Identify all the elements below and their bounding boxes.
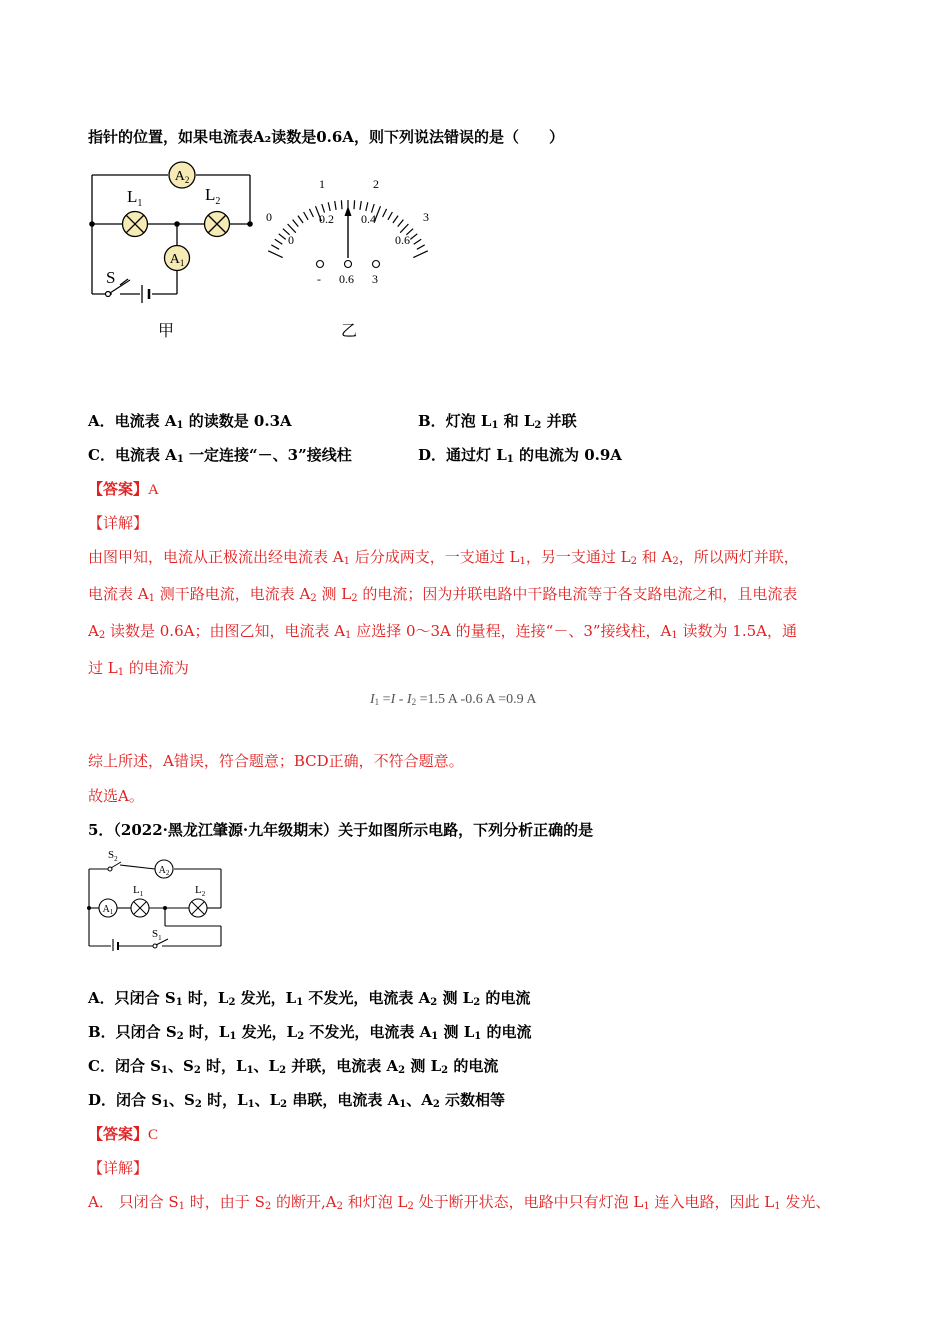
dial-tick (341, 200, 342, 209)
dial-tick (268, 251, 283, 258)
ammeter-a2-label: $A_2$ (174, 169, 190, 185)
s2-label: $S_2$ (108, 849, 118, 863)
q5-option-a: A．只闭合 $S_1$ 时，$L_2$ 发光，$L_1$ 不发光，电流表 $A_2$ 测 $L_2$ 的电流 (88, 989, 531, 1008)
q5-option-b: B．只闭合 $S_2$ 时，$L_1$ 发光，$L_2$ 不发光，电流表 $A_1$ 测 $L_1$ 的电流 (88, 1023, 532, 1042)
fig-jia-caption: 甲 (158, 321, 175, 340)
dial-tick (388, 212, 393, 220)
q5-detail-tag: 【详解】 (88, 1159, 149, 1177)
q4-stem: 指针的位置，如果电流表A₂读数是0.6A，则下列说法错误的是（ ） (88, 128, 564, 146)
dial-tick (328, 202, 330, 211)
dial-bot-0.4: 0.4 (361, 212, 376, 226)
q4-circuit-diagram-jia (80, 158, 270, 343)
q4-formula: $I_1 =I - I_2 =1.5$ A -0.6 A =0.9 A (370, 692, 537, 707)
q4-explanation-3: $A_2$ 读数是 0.6A；由图乙知，电流表 $A_1$ 应选择 0～3A 的量程，连接“－、3”接线柱，$A_1$ 读数为 1.5A，通 (88, 622, 797, 641)
svg-text:A1: $A_1$ (102, 904, 114, 916)
answer-tag: 【答案】 (88, 480, 149, 498)
dial-top-3: 3 (423, 210, 429, 224)
switch-contact (106, 292, 111, 297)
dial-tick (335, 201, 336, 210)
q4-option-c: C．电流表 $A_1$ 一定连接“－、3”接线柱 (88, 446, 352, 465)
terminal-0.6-label: 0.6 (339, 272, 354, 286)
q4-answer-line (88, 479, 159, 500)
q5-stem: 5．（2022·黑龙江肇源·九年级期末）关于如图所示电路，下列分析正确的是 (88, 821, 594, 839)
answer-tag: 【答案】 (88, 1125, 149, 1143)
terminal-minus-label: - (317, 272, 321, 286)
terminal-3-label: 3 (372, 272, 378, 286)
dial-tick (417, 245, 425, 249)
dial-tick (279, 234, 286, 240)
dial-tick (354, 200, 355, 209)
q4-conclusion: 故选A。 (88, 787, 144, 805)
q5-option-d: D．闭合 $S_1$、$S_2$ 时，$L_1$、$L_2$ 串联，电流表 $A_1$、$A_2$ 示数相等 (88, 1091, 506, 1110)
q5-answer: C (148, 1127, 159, 1143)
dial-pointer-tip (345, 206, 352, 216)
dial-tick (410, 234, 417, 240)
dial-tick (298, 216, 303, 223)
q5-option-c: C．闭合 $S_1$、$S_2$ 时，$L_1$、$L_2$ 并联，电流表 $A_2$ 测 $L_2$ 的电流 (88, 1057, 499, 1076)
dial-tick (366, 202, 368, 211)
dial-tick (413, 251, 428, 258)
s1-label: $S_1$ (152, 928, 162, 942)
switch-s-label: S (106, 268, 116, 287)
terminal-3 (373, 261, 380, 268)
ammeter-a1-label: $A_1$ (169, 252, 185, 268)
q4-option-a: A．电流表 $A_1$ 的读数是 0.3A (88, 412, 292, 431)
dial-bot-0: 0 (288, 233, 294, 247)
dial-top-2: 2 (373, 177, 379, 191)
dial-tick (414, 239, 422, 244)
svg-text:A2: $A_2$ (158, 865, 170, 877)
dial-bot-0.6: 0.6 (395, 233, 410, 247)
dial-bot-0.2: 0.2 (319, 212, 334, 226)
q5-circuit-diagram (82, 846, 232, 951)
q5-answer-line (88, 1124, 158, 1145)
q4-summary: 综上所述，A错误，符合题意；BCD正确，不符合题意。 (88, 752, 464, 770)
dial-top-0: 0 (266, 210, 272, 224)
svg-text:L2: $L_2$ (195, 884, 206, 898)
terminal-0.6 (345, 261, 352, 268)
lamp-l1-label: $L_1$ (127, 187, 143, 209)
dial-tick (309, 209, 313, 217)
dial-top-1: 1 (319, 177, 325, 191)
dial-tick (383, 209, 387, 217)
dial-tick (293, 220, 299, 227)
svg-text:L1: $L_1$ (133, 884, 144, 898)
q4-explanation-4: 过 $L_1$ 的电流为 (88, 659, 189, 678)
dial-tick (304, 212, 309, 220)
q4-option-d: D．通过灯 $L_1$ 的电流为 0.9A (418, 446, 622, 465)
dial-tick (400, 224, 408, 233)
dial-tick (398, 220, 404, 227)
q4-detail-tag: 【详解】 (88, 514, 149, 532)
lamp-l2-label: $L_2$ (205, 185, 221, 207)
q4-ammeter-dial-yi (260, 170, 440, 295)
q4-explanation-2: 电流表 $A_1$ 测干路电流，电流表 $A_2$ 测 $L_2$ 的电流；因为并联电路中干路电流等于各支路电流之和，且电流表 (88, 585, 798, 604)
dial-tick (393, 216, 398, 223)
q4-explanation-1: 由图甲知，电流从正极流出经电流表 $A_1$ 后分成两支，一支通过 $L_1$，另一支通过 $L_2$ 和 $A_2$，所以两灯并联， (88, 548, 799, 567)
dial-tick (271, 245, 279, 249)
dial-tick (288, 224, 296, 233)
fig-yi-caption: 乙 (341, 321, 358, 340)
terminal-minus (317, 261, 324, 268)
q4-answer: A (148, 482, 159, 498)
q4-option-b: B．灯泡 $L_1$ 和 $L_2$ 并联 (418, 412, 577, 431)
dial-tick (275, 239, 283, 244)
dial-tick (360, 201, 361, 210)
q5-explanation-start: A． 只闭合 $S_1$ 时，由于 $S_2$ 的断开$,A_2$ 和灯泡 $L_2$ 处于断开状态，电路中只有灯泡 $L_1$ 连入电路，因此 $L_1$ 发光、 (88, 1193, 831, 1212)
